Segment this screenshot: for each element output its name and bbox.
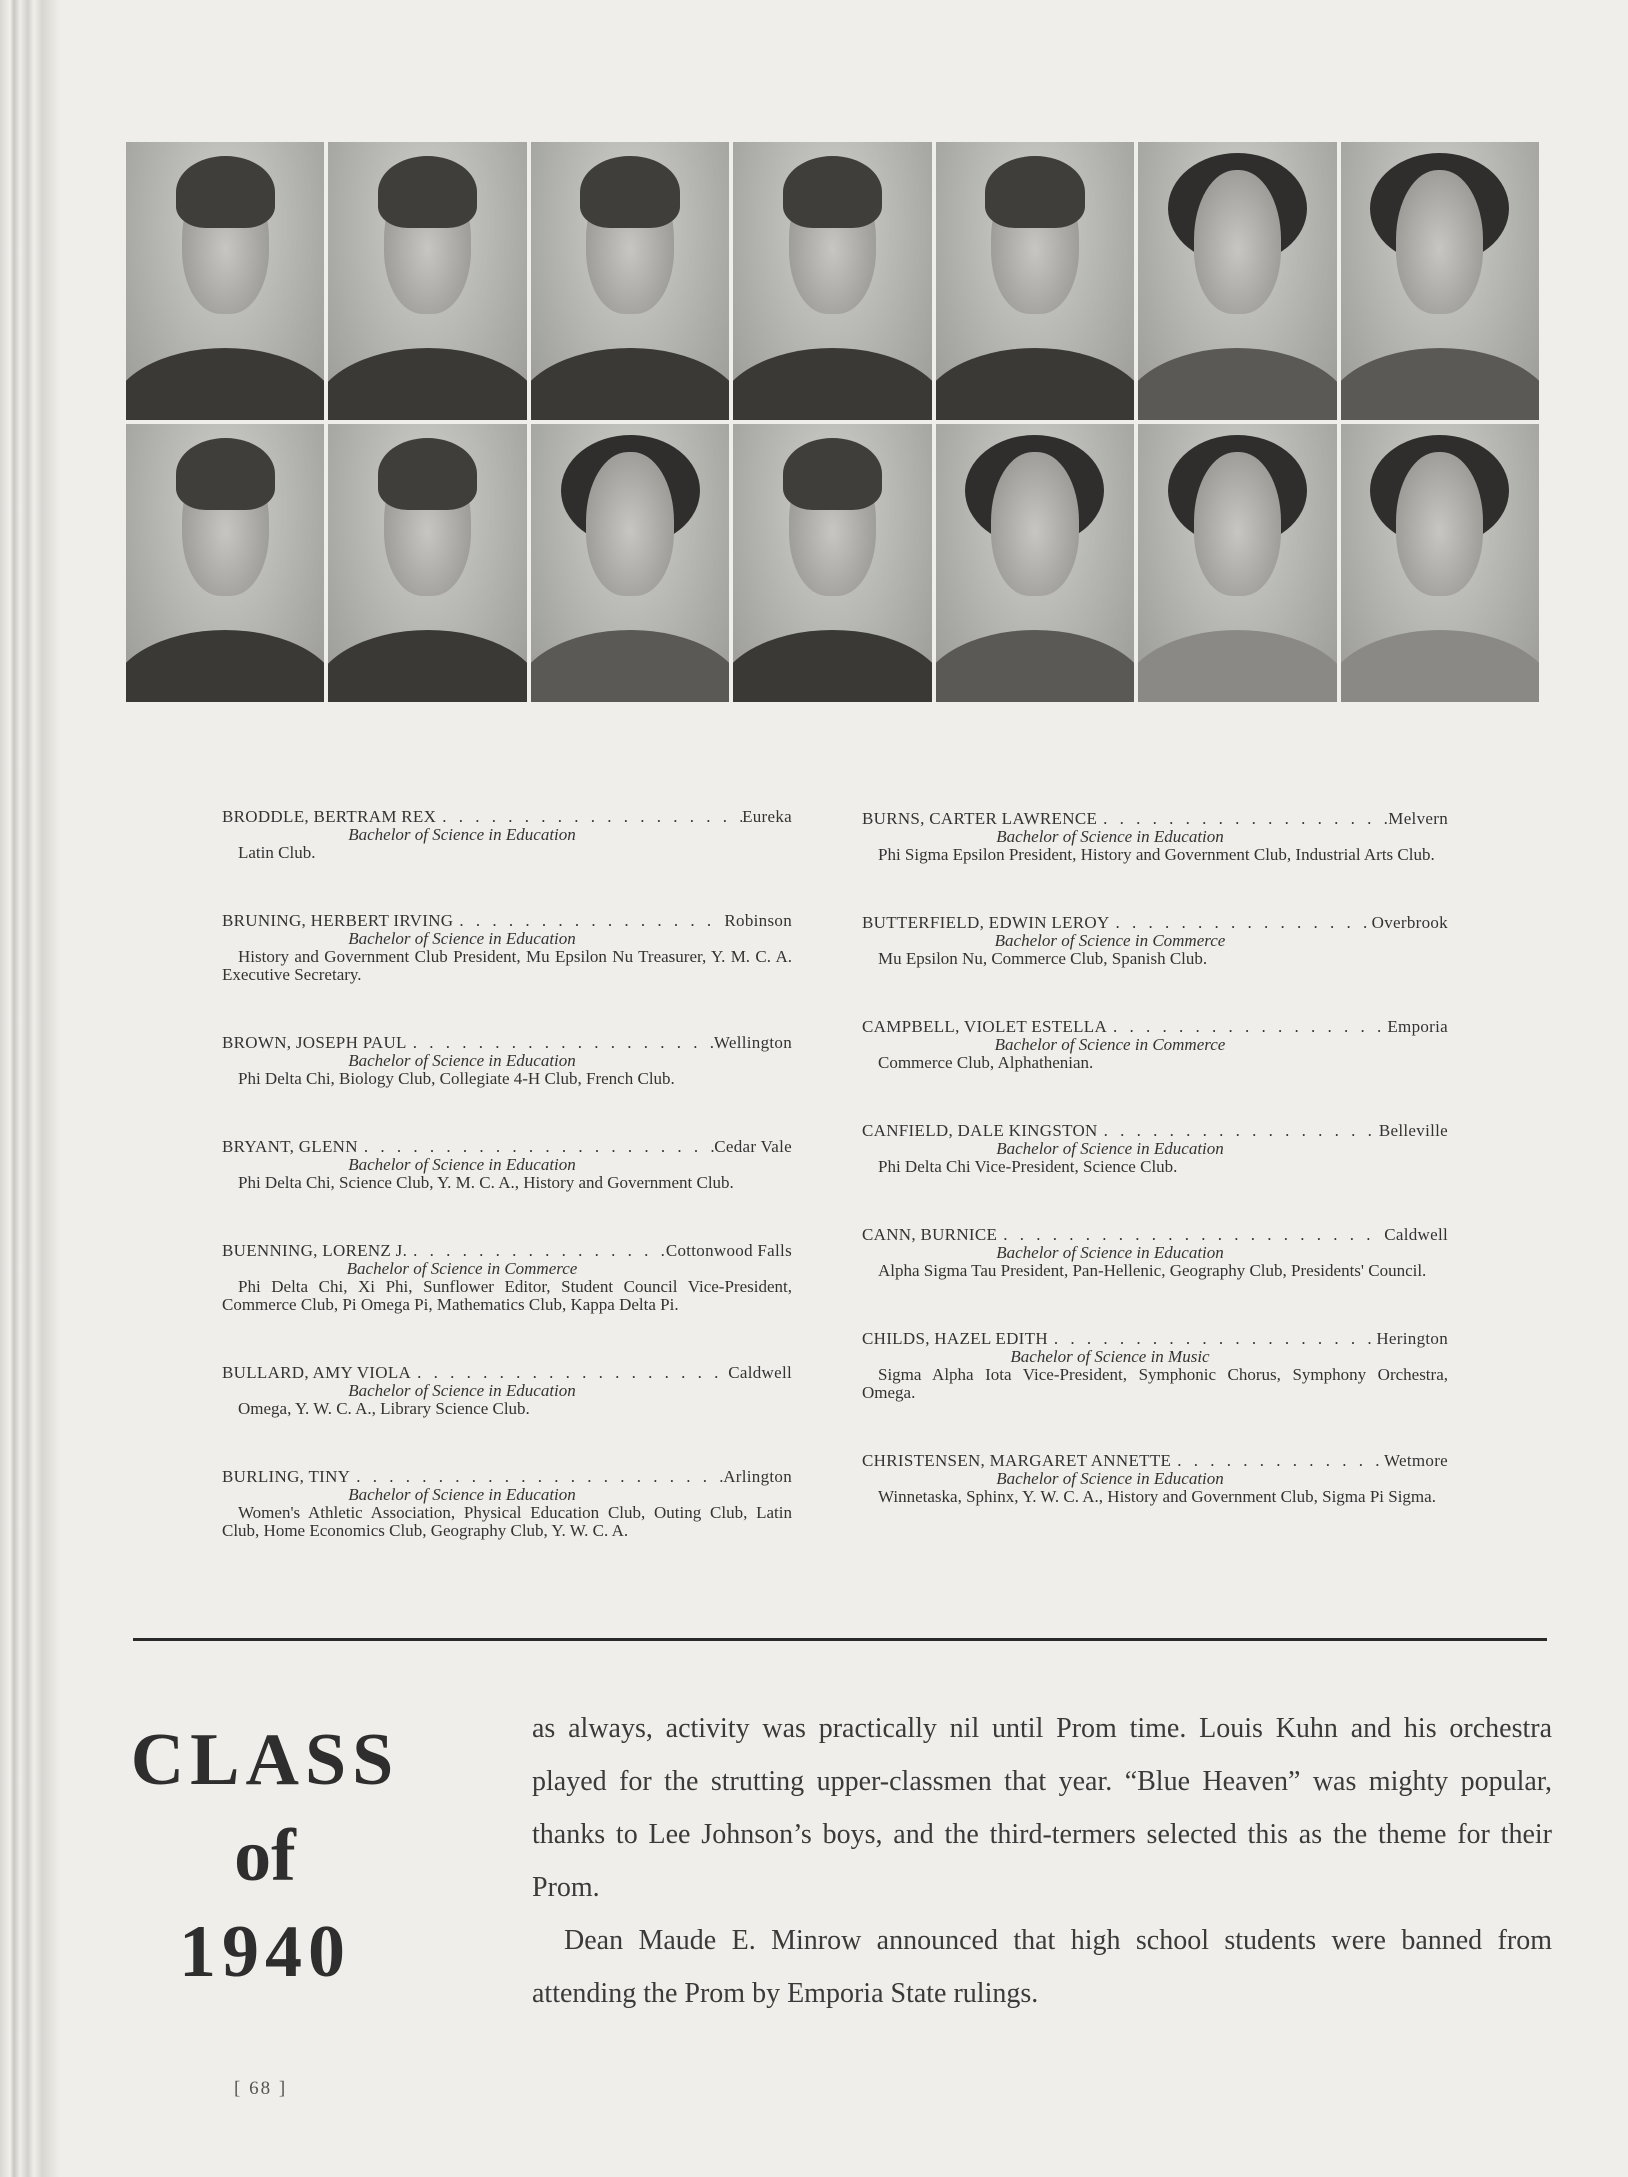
student-entry bbox=[222, 1034, 792, 1088]
student-entry bbox=[862, 1330, 1448, 1402]
student-name: BRUNING, HERBERT IRVING bbox=[222, 911, 454, 930]
student-hometown: Emporia bbox=[1387, 1017, 1448, 1036]
student-entry bbox=[862, 810, 1448, 864]
narrative-paragraph: as always, activity was practically nil until Prom time. Louis Kuhn and his orchestra played for the strutting upper-classmen that year. “Blue Heaven” was mighty popular, thanks to Lee Johnson’s boys, and the third-termers selected this as the theme for their Prom. bbox=[532, 1713, 1552, 1903]
student-entry bbox=[222, 1138, 792, 1192]
student-entry bbox=[862, 1122, 1448, 1176]
student-degree: Bachelor of Science in Education bbox=[996, 1469, 1224, 1488]
student-name: CANFIELD, DALE KINGSTON bbox=[862, 1121, 1098, 1140]
student-hometown: Overbrook bbox=[1371, 913, 1448, 932]
student-degree: Bachelor of Science in Education bbox=[996, 827, 1224, 846]
portrait-photo bbox=[126, 424, 324, 702]
narrative-paragraph: Dean Maude E. Minrow announced that high school students were banned from attending the Prom by Emporia State rulings. bbox=[532, 1925, 1552, 2009]
student-name: CHILDS, HAZEL EDITH bbox=[862, 1329, 1048, 1348]
student-activities: Phi Delta Chi, Science Club, Y. M. C. A., History and Government Club. bbox=[238, 1173, 734, 1192]
student-name: BUENNING, LORENZ J. bbox=[222, 1241, 408, 1260]
student-hometown: Melvern bbox=[1388, 809, 1448, 828]
student-degree: Bachelor of Science in Music bbox=[1010, 1347, 1210, 1366]
student-name: CAMPBELL, VIOLET ESTELLA bbox=[862, 1017, 1108, 1036]
student-activities: Sigma Alpha Iota Vice-President, Symphonic Chorus, Symphony Orchestra, Omega. bbox=[862, 1365, 1448, 1402]
student-entry bbox=[862, 1452, 1448, 1506]
student-entry bbox=[862, 914, 1448, 968]
student-degree: Bachelor of Science in Education bbox=[996, 1139, 1224, 1158]
portrait-photo bbox=[733, 424, 931, 702]
student-activities: Commerce Club, Alphathenian. bbox=[878, 1053, 1094, 1072]
student-activities: Mu Epsilon Nu, Commerce Club, Spanish Club. bbox=[878, 949, 1208, 968]
student-activities: Phi Delta Chi, Xi Phi, Sunflower Editor, Student Council Vice-President, Commerce Club, Pi Omega Pi, Mathematics Club, Kappa Delta Pi. bbox=[222, 1277, 792, 1314]
student-entries-left-column bbox=[222, 808, 792, 1590]
student-hometown: Wellington bbox=[713, 1033, 792, 1052]
student-name: BUTTERFIELD, EDWIN LEROY bbox=[862, 913, 1110, 932]
student-degree: Bachelor of Science in Education bbox=[348, 1485, 576, 1504]
student-activities: Phi Delta Chi, Biology Club, Collegiate 4-H Club, French Club. bbox=[238, 1069, 675, 1088]
student-hometown: Cedar Vale bbox=[714, 1137, 792, 1156]
student-activities: Women's Athletic Association, Physical Education Club, Outing Club, Latin Club, Home Economics Club, Geography Club, Y. W. C. A. bbox=[222, 1503, 792, 1540]
student-degree: Bachelor of Science in Education bbox=[348, 1051, 576, 1070]
student-degree: Bachelor of Science in Education bbox=[348, 929, 576, 948]
portrait-grid bbox=[126, 142, 1539, 702]
book-binding-edge bbox=[0, 0, 72, 2177]
student-hometown: Eureka bbox=[742, 807, 792, 826]
student-activities: Alpha Sigma Tau President, Pan-Hellenic, Geography Club, Presidents' Council. bbox=[878, 1261, 1427, 1280]
portrait-photo bbox=[328, 424, 526, 702]
portrait-photo bbox=[1138, 424, 1336, 702]
student-entry bbox=[862, 1018, 1448, 1072]
portrait-photo bbox=[936, 142, 1134, 420]
student-name: CHRISTENSEN, MARGARET ANNETTE bbox=[862, 1451, 1172, 1470]
student-name: BROWN, JOSEPH PAUL bbox=[222, 1033, 407, 1052]
student-hometown: Robinson bbox=[724, 911, 792, 930]
student-name: BURNS, CARTER LAWRENCE bbox=[862, 809, 1098, 828]
student-name: BULLARD, AMY VIOLA bbox=[222, 1363, 412, 1382]
student-entry bbox=[222, 1242, 792, 1314]
student-name: BURLING, TINY bbox=[222, 1467, 351, 1486]
student-hometown: Belleville bbox=[1378, 1121, 1448, 1140]
student-degree: Bachelor of Science in Education bbox=[348, 1155, 576, 1174]
portrait-photo bbox=[328, 142, 526, 420]
student-name: BRYANT, GLENN bbox=[222, 1137, 358, 1156]
student-name: CANN, BURNICE bbox=[862, 1225, 998, 1244]
portrait-photo bbox=[126, 142, 324, 420]
student-entries-right-column bbox=[862, 810, 1448, 1556]
student-hometown: Arlington bbox=[723, 1467, 792, 1486]
student-degree: Bachelor of Science in Commerce bbox=[346, 1259, 578, 1278]
student-activities: Phi Sigma Epsilon President, History and Government Club, Industrial Arts Club. bbox=[878, 845, 1435, 864]
student-activities: Winnetaska, Sphinx, Y. W. C. A., History and Government Club, Sigma Pi Sigma. bbox=[878, 1487, 1436, 1506]
class-heading bbox=[130, 1712, 400, 2000]
portrait-photo bbox=[1138, 142, 1336, 420]
portrait-photo bbox=[1341, 142, 1539, 420]
student-hometown: Cottonwood Falls bbox=[665, 1241, 792, 1260]
portrait-photo bbox=[733, 142, 931, 420]
student-entry bbox=[222, 1468, 792, 1540]
class-heading-year: 1940 bbox=[179, 1911, 351, 1993]
portrait-photo bbox=[1341, 424, 1539, 702]
student-hometown: Caldwell bbox=[1384, 1225, 1448, 1244]
student-activities: Phi Delta Chi Vice-President, Science Club. bbox=[878, 1157, 1178, 1176]
student-entry bbox=[222, 1364, 792, 1418]
student-activities: Omega, Y. W. C. A., Library Science Club. bbox=[238, 1399, 530, 1418]
student-name: BRODDLE, BERTRAM REX bbox=[222, 807, 437, 826]
student-degree: Bachelor of Science in Education bbox=[348, 1381, 576, 1400]
student-hometown: Wetmore bbox=[1384, 1451, 1448, 1470]
student-degree: Bachelor of Science in Commerce bbox=[994, 931, 1226, 950]
student-entry bbox=[222, 912, 792, 984]
narrative-text bbox=[532, 1702, 1552, 2020]
portrait-photo bbox=[936, 424, 1134, 702]
portrait-photo bbox=[531, 424, 729, 702]
class-heading-line2: of bbox=[234, 1815, 296, 1897]
section-divider bbox=[133, 1638, 1547, 1641]
student-degree: Bachelor of Science in Education bbox=[348, 825, 576, 844]
student-entry bbox=[222, 808, 792, 862]
student-activities: Latin Club. bbox=[238, 843, 316, 862]
class-heading-line1: CLASS bbox=[130, 1719, 400, 1801]
student-entry bbox=[862, 1226, 1448, 1280]
page-number: [ 68 ] bbox=[234, 2078, 288, 2099]
student-activities: History and Government Club President, Mu Epsilon Nu Treasurer, Y. M. C. A. Executive Secretary. bbox=[222, 947, 792, 984]
student-degree: Bachelor of Science in Commerce bbox=[994, 1035, 1226, 1054]
portrait-photo bbox=[531, 142, 729, 420]
student-degree: Bachelor of Science in Education bbox=[996, 1243, 1224, 1262]
student-hometown: Herington bbox=[1376, 1329, 1448, 1348]
student-hometown: Caldwell bbox=[728, 1363, 792, 1382]
